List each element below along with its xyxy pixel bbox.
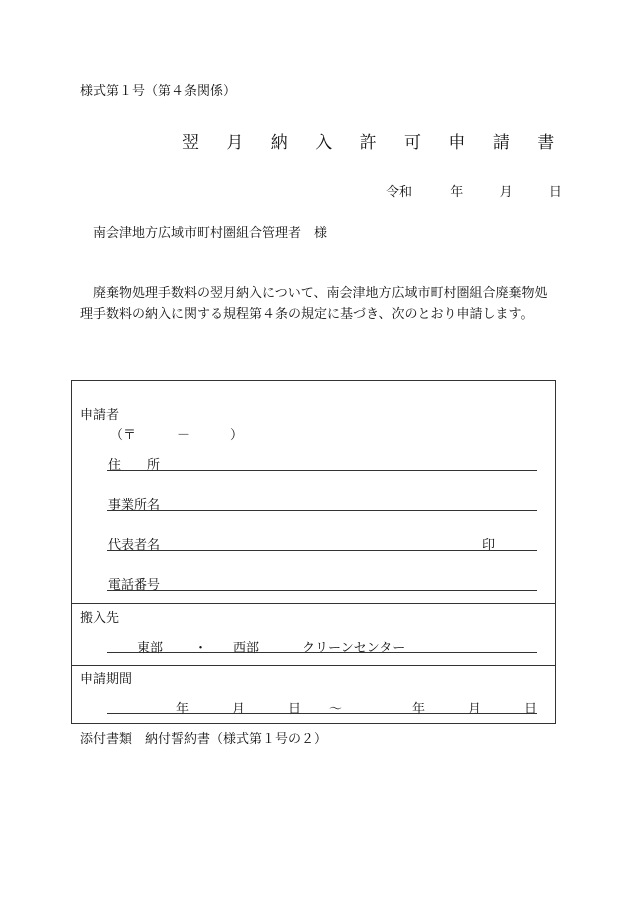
applicant-heading: 申請者 (80, 408, 120, 423)
phone-field[interactable] (107, 590, 537, 591)
phone-label: 電話番号 (108, 578, 161, 593)
body-paragraph: 廃棄物処理手数料の翌月納入について、南会津地方広域市町村圏組合廃棄物処理手数料の納入に関する規程第４条の規定に基づき、次のとおり申請します。 (80, 286, 548, 322)
attachments-note: 添付書類 納付誓約書（様式第１号の２） (80, 732, 328, 747)
representative-field[interactable] (107, 550, 537, 551)
section-divider (72, 603, 555, 604)
period-end-year: 年 (412, 702, 426, 717)
representative-label: 代表者名 (108, 538, 161, 553)
document-title: 翌 月 納 入 許 可 申 請 書 (182, 133, 566, 153)
date-year: 年 (450, 185, 464, 200)
recipient: 南会津地方広域市町村圏組合管理者 様 (93, 226, 328, 241)
postal-open: （〒 (110, 428, 137, 443)
form-number: 様式第１号（第４条関係） (80, 84, 237, 99)
destination-field (107, 652, 537, 653)
period-end-day: 日 (524, 702, 538, 717)
address-label: 住 所 (108, 458, 161, 473)
date-day: 日 (548, 185, 562, 200)
period-start-day: 日 (288, 702, 302, 717)
date-month: 月 (499, 185, 513, 200)
postal-dash: － (177, 428, 191, 443)
seal-mark: 印 (482, 538, 496, 553)
destination-east[interactable]: 東部 (137, 641, 164, 656)
destination-center: クリーンセンター (302, 641, 406, 656)
postal-close: ） (230, 428, 244, 443)
address-field[interactable] (107, 470, 537, 471)
body-text (80, 283, 556, 325)
period-start-month: 月 (232, 702, 246, 717)
period-field[interactable] (107, 713, 537, 714)
period-heading: 申請期間 (80, 672, 133, 687)
date-era: 令和 (386, 185, 413, 200)
business-name-label: 事業所名 (108, 498, 161, 513)
section-divider (72, 665, 555, 666)
period-end-month: 月 (468, 702, 482, 717)
application-form-box (71, 380, 556, 724)
period-start-year: 年 (176, 702, 190, 717)
date-line (386, 181, 562, 200)
destination-heading: 搬入先 (80, 611, 120, 626)
destination-west[interactable]: 西部 (233, 641, 260, 656)
business-name-field[interactable] (107, 510, 537, 511)
period-tilde: ～ (329, 702, 343, 717)
destination-separator: ・ (194, 641, 208, 656)
